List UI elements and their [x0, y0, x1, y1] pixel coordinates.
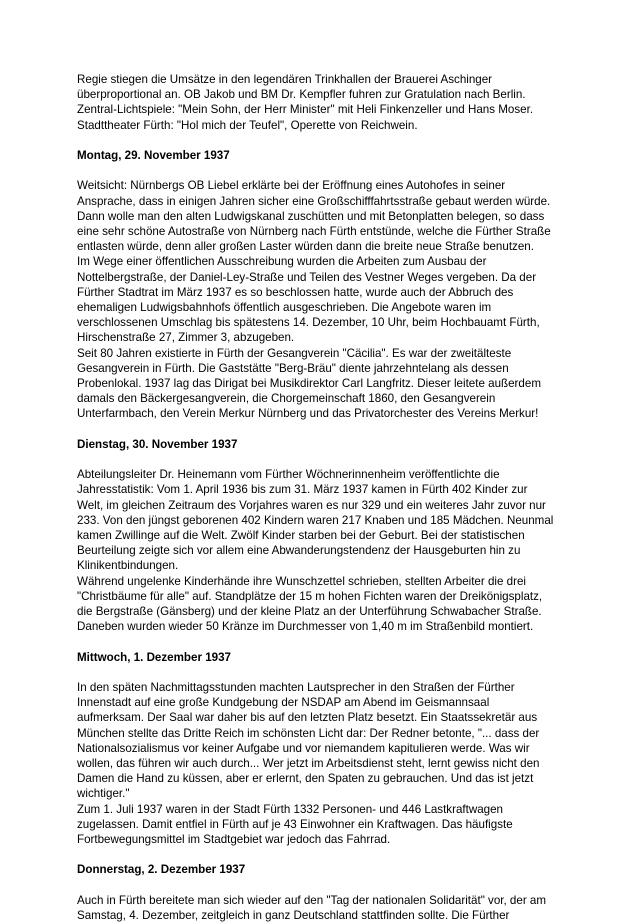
text-line: 233. Von den jüngst geborenen 402 Kindern waren 217 Knaben und 185 Mädchen. Neunmal	[77, 513, 554, 527]
text-line: Abteilungsleiter Dr. Heinemann vom Fürther Wöchnerinnenheim veröffentlichte die	[77, 468, 500, 482]
text-line: Fortbewegungsmittel im Stadtgebiet war jedoch das Fahrrad.	[77, 833, 391, 847]
text-line: "Christbäume für alle" auf. Standplätze der 15 m hohen Fichten waren der Dreikönigsplatz,	[77, 589, 543, 603]
section-body	[77, 893, 586, 923]
text-line: verschlossenen Umschlag bis spätestens 14. Dezember, 10 Uhr, beim Hochbauamt Fürth,	[77, 316, 540, 330]
text-line: Probenlokal. 1937 lag das Dirigat bei Musikdirektor Carl Langfritz. Dieser leitete außerdem	[77, 377, 541, 391]
text-line: Auch in Fürth bereitete man sich wieder auf den "Tag der nationalen Solidarität" vor, der am	[77, 893, 547, 907]
text-line: eine sehr schöne Autostraße von Nürnberg nach Fürth entstünde, welche die Fürther Straße	[77, 225, 551, 238]
text-line: wollen, das führen wir auch durch... Wer jetzt im Arbeitsdienst steht, lernt gewiss nicht den	[77, 757, 540, 771]
text-line: Nottelbergstraße, der Daniel-Ley-Straße und Teilen des Vestner Weges vergeben. Da der	[77, 270, 537, 284]
text-line: Unterfarmbach, den Verein Merkur Nürnberg und das Privatorchester des Vereins Merkur!	[77, 407, 539, 421]
text-line: Fürther Stadtrat im März 1937 es so beschlossen hatte, wurde auch der Abbruch des	[77, 285, 514, 299]
text-line: Während ungelenke Kinderhände ihre Wunschzettel schrieben, stellten Arbeiter die drei	[77, 574, 526, 588]
text-line: Beurteilung zeigte sich vor allem eine Abwanderungstendenz der Hausgeburten hin zu	[77, 544, 521, 558]
text-line: In den späten Nachmittagsstunden machten Lautsprecher in den Straßen der Fürther	[77, 681, 515, 695]
text-line: Zum 1. Juli 1937 waren in der Stadt Fürth 1332 Personen- und 446 Lastkraftwagen	[77, 802, 504, 816]
section-body	[77, 467, 586, 634]
text-line: Hirschenstraße 27, Zimmer 3, abzugeben.	[77, 331, 295, 345]
text-line: ehemaligen Ludwigsbahnhofs öffentlich ausgeschrieben. Die Angebote waren im	[77, 301, 492, 315]
text-line: Regie stiegen die Umsätze in den legendären Trinkhallen der Brauerei Aschinger	[77, 73, 493, 86]
intro-paragraph	[77, 72, 586, 133]
section-heading: Dienstag, 30. November 1937	[77, 437, 238, 451]
text-line: wichtiger."	[77, 787, 130, 801]
text-line: Weitsicht: Nürnbergs OB Liebel erklärte bei der Eröffnung eines Autohofes in seiner	[77, 179, 506, 193]
text-line: damals den Bäckergesangverein, die Chorgemeinschaft 1860, den Gesangverein	[77, 392, 496, 406]
text-line: aufmerksam. Der Saal war daher bis auf den letzten Platz besetzt. Ein Staatssekretär aus	[77, 711, 538, 725]
text-line: Seit 80 Jahren existierte in Fürth der Gesangverein "Cäcilia". Es war der zweitälteste	[77, 346, 512, 360]
text-line: Samstag, 4. Dezember, zeitgleich in ganz Deutschland stattfinden sollte. Die Fürther	[77, 909, 510, 923]
text-line: Nationalsozialismus vor keiner Aufgabe und vor niemandem kapitulieren werde. Was wir	[77, 741, 530, 755]
text-line: Jahresstatistik: Vom 1. April 1936 bis zum 31. März 1937 kamen in Fürth 402 Kinder zur	[77, 483, 528, 497]
text-line: Damen die Hand zu küssen, aber er erlernt, den Spaten zu gebrauchen. Und das ist jetzt	[77, 772, 534, 786]
text-line: Dann wolle man den alten Ludwigskanal zuschütten und mit Betonplatten belegen, so dass	[77, 209, 545, 223]
text-line: kamen Zwillinge auf die Welt. Zwölf Kinder starben bei der Geburt. Bei der statistischen	[77, 529, 525, 543]
section-heading: Montag, 29. November 1937	[77, 149, 230, 162]
section-heading: Mittwoch, 1. Dezember 1937	[77, 650, 231, 664]
text-line: überproportional an. OB Jakob und BM Dr. Kempfler fuhren zur Gratulation nach Berlin.	[77, 88, 526, 102]
section-heading: Donnerstag, 2. Dezember 1937	[77, 863, 246, 877]
text-line: Gesangverein in Fürth. Die Gaststätte "Berg-Bräu" diente jahrzehntelang als dessen	[77, 361, 509, 375]
text-line: Klinikentbindungen.	[77, 559, 179, 573]
section-body	[77, 178, 586, 421]
text-line: Zentral-Lichtspiele: "Mein Sohn, der Herr Minister" mit Heli Finkenzeller und Hans Moser.	[77, 103, 534, 117]
text-line: zugelassen. Damit entfiel in Fürth auf je 43 Einwohner ein Kraftwagen. Das häufigste	[77, 817, 513, 831]
text-line: Innenstadt auf eine große Kundgebung der NSDAP am Abend im Geismannsaal	[77, 696, 490, 710]
text-line: Daneben wurden wieder 50 Kränze im Durchmesser von 1,40 m im Straßenbild montiert.	[77, 620, 534, 634]
text-line: entlasten würde, denn aller großen Laster würden dann die breite neue Straße benutzen.	[77, 240, 534, 254]
text-line: die Bergstraße (Gänsberg) und der kleine Platz an der Unterführung Schwabacher Straße.	[77, 605, 542, 619]
text-line: Im Wege einer öffentlichen Ausschreibung wurden die Arbeiten zum Ausbau der	[77, 255, 487, 269]
text-line: Ansprache, dass in einigen Jahren sicher eine Großschifffahrtsstraße gebaut werden würde.	[77, 194, 551, 208]
text-line: München stellte das Dritte Reich im schönsten Licht dar: Der Redner betonte, "... dass der	[77, 726, 540, 740]
text-line: Welt, im gleichen Zeitraum des Vorjahres waren es nur 329 und ein weiteres Jahr zuvor nur	[77, 498, 546, 512]
text-line: Stadttheater Fürth: "Hol mich der Teufel", Operette von Reichwein.	[77, 118, 418, 132]
section-body	[77, 680, 586, 847]
